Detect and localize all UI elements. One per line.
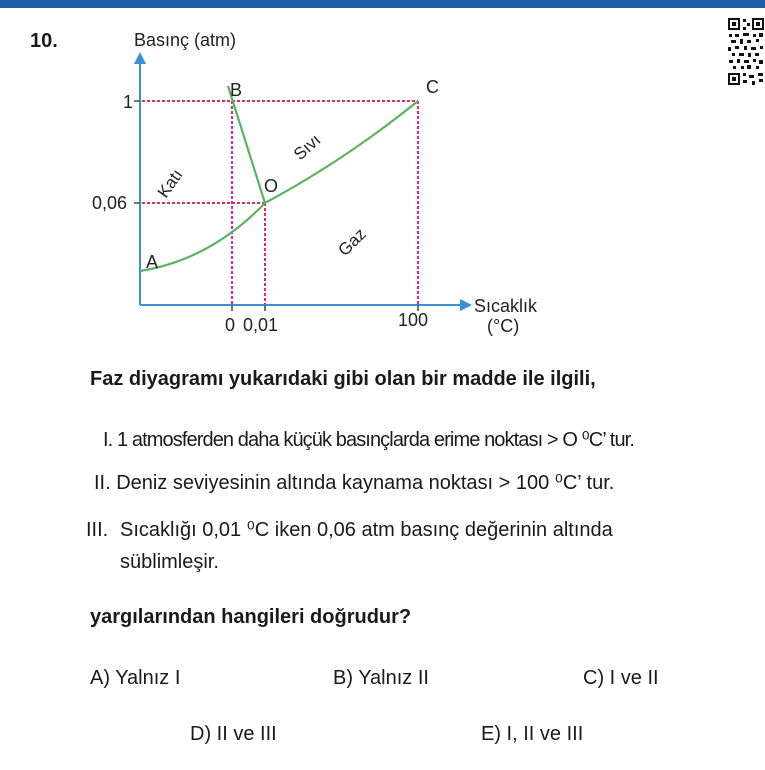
statement-1	[103, 424, 634, 456]
question-ask: yargılarından hangileri doğrudur?	[90, 606, 412, 628]
x-axis-unit: (°C)	[487, 316, 520, 336]
y-tick-label: 0,06	[92, 193, 128, 213]
x-tick-label: 0	[225, 315, 236, 335]
statement-numeral: II.	[94, 472, 111, 494]
option-d[interactable]: D) II ve III	[190, 723, 277, 745]
statement-text: Deniz seviyesinin altında kaynama noktası > 100 ⁰C’ tur.	[116, 472, 615, 494]
y-tick-label: 1	[123, 92, 134, 112]
statement-2	[94, 467, 614, 499]
y-axis-label: Basınç (atm)	[134, 30, 237, 50]
statement-numeral: I.	[103, 429, 113, 451]
point-label: O	[264, 176, 279, 196]
x-tick-label: 0,01	[243, 315, 279, 335]
phase-diagram	[0, 0, 765, 350]
question-number: 10.	[30, 30, 58, 52]
melting-curve	[228, 86, 265, 203]
x-axis-label: Sıcaklık	[474, 296, 538, 316]
option-c[interactable]: C) I ve II	[583, 667, 659, 689]
x-tick-label: 100	[398, 310, 429, 330]
vaporization-curve	[265, 101, 418, 203]
point-label: A	[146, 252, 159, 272]
sublimation-curve	[140, 203, 265, 271]
statement-numeral: III.	[86, 519, 109, 541]
point-label: C	[426, 77, 439, 97]
region-label: Katı	[153, 165, 187, 202]
option-e[interactable]: E) I, II ve III	[481, 723, 584, 745]
statement-continuation: süblimleşir.	[120, 551, 219, 573]
point-label: B	[230, 80, 243, 100]
region-label: Gaz	[334, 224, 370, 260]
statement-3	[86, 514, 726, 578]
option-b[interactable]: B) Yalnız II	[333, 667, 429, 689]
statement-text: Sıcaklığı 0,01 ⁰C iken 0,06 atm basınç değerinin altında	[120, 519, 613, 541]
statement-text: 1 atmosferden daha küçük basınçlarda erime noktası > O ⁰C’ tur.	[117, 429, 634, 451]
region-label: Sıvı	[289, 130, 325, 164]
question-stem: Faz diyagramı yukarıdaki gibi olan bir madde ile ilgili,	[90, 368, 596, 390]
option-a[interactable]: A) Yalnız I	[90, 667, 181, 689]
